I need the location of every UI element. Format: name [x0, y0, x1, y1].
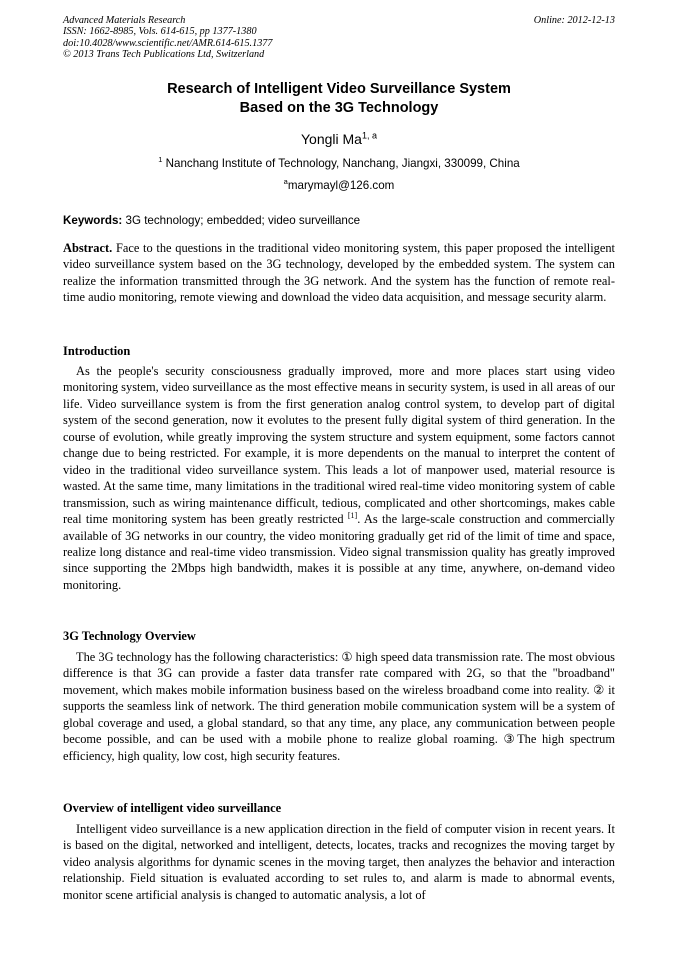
introduction-text-a: As the people's security consciousness gradually improved, more and more places start using video monitoring system, video surveillance as the most effective means in security system, is used in all areas of our life. Video surveillance system is from the first generation analog control system, to develop part of digital system of the second generation, now it evolutes to the present fully digital system of third generation. In the course of evolution, while greatly improving the system structure and system equipment, some factors cannot change due to being restricted. For example, it is more dependents on the manual to interpret the content of video in the traditional video surveillance system. This leads a lot of manpower used, material resource is wasted. At the same time, many limitations in the traditional wired real-time video monitoring system of cable transmission, such as wiring maintenance difficult, tedious, complicated and other shortcomings, makes cable real time monitoring system has been greatly restricted: [63, 364, 615, 527]
abstract-text: Face to the questions in the traditional video monitoring system, this paper proposed the intelligent video surveillance system based on the 3G technology, developed by the embedded system. The system can realize the information transmitted through the 3G network. And the system has the function of remote real-time audio monitoring, remote viewing and download the video data acquisition, and message security alarm.: [63, 241, 615, 305]
author-superscript: 1, a: [361, 130, 377, 141]
copyright-line: © 2013 Trans Tech Publications Ltd, Switzerland: [63, 49, 265, 61]
email-line: [63, 179, 615, 193]
online-date: Online: 2012-12-13: [533, 15, 615, 26]
title-line-2: Based on the 3G Technology: [239, 100, 439, 116]
keywords-text: 3G technology; embedded; video surveillance: [125, 214, 361, 227]
3g-overview-paragraph: The 3G technology has the following characteristics: ① high speed data transmission rate. The most obvious difference is that 3G can provide a faster data transfer rate compared with 2G, so that the "broadband" movement, which makes mobile information business based on the wireless broadband come into reality. ② it supports the seamless link of network. The third generation mobile communication system will be a system of global coverage and used, a global standard, so that any time, any place, any communication between people become possible, and can be used with a mobile phone to realize global roaming. ③The high spectrum efficiency, high quality, low cost, high security features.: [63, 650, 615, 763]
title-line-1: Research of Intelligent Video Surveillance System: [167, 81, 511, 97]
paper-title: [63, 80, 615, 118]
issn-line: ISSN: 1662-8985, Vols. 614-615, pp 1377-1380: [63, 26, 257, 38]
ivs-overview-paragraph: Intelligent video surveillance is a new application direction in the field of computer vision in recent years. It is based on the digital, networked and intelligent, detects, locates, tracks and recognizes the moving target by video analysis algorithms for dynamic scenes in the moving target, then analyzes the behavior and interaction relationship. Field situation is evaluated according to set rules to, and alarm is made to abnormal events, monitor scene artificial analysis is changed to automatic analysis, a lot of: [63, 822, 615, 902]
affiliation-text: Nanchang Institute of Technology, Nanchang, Jiangxi, 330099, China: [165, 157, 520, 170]
author-name: Yongli Ma: [301, 131, 362, 147]
email-superscript: a: [283, 177, 288, 187]
doi-line: doi:10.4028/www.scientific.net/AMR.614-615.1377: [63, 37, 273, 49]
keywords-label: Keywords:: [63, 214, 123, 227]
affiliation-superscript: 1: [158, 155, 163, 165]
keywords-line: [63, 214, 615, 228]
author-line: [63, 130, 615, 148]
citation-ref: [1]: [347, 510, 358, 520]
abstract-paragraph: [63, 240, 615, 306]
affiliation-line: [63, 157, 615, 171]
email-address: marymayl@126.com: [287, 179, 395, 192]
introduction-paragraph: [63, 363, 615, 593]
introduction-text-b: . As the large-scale construction and commercially available of 3G networks in our country, the video monitoring gradually get rid of the limit of time and space, realize long distance and real-time video transmission. Video signal transmission quality has greatly improved since supporting the 2Mbps high bandwidth, makes it is possible at any time, anywhere, on-demand video monitoring.: [63, 512, 615, 592]
ivs-overview-heading: Overview of intelligent video surveillance: [63, 801, 282, 815]
introduction-heading: Introduction: [63, 344, 131, 358]
journal-header: [63, 15, 615, 61]
3g-overview-heading: 3G Technology Overview: [63, 629, 196, 643]
journal-name: Advanced Materials Research: [63, 15, 186, 26]
abstract-label: Abstract.: [63, 241, 113, 255]
